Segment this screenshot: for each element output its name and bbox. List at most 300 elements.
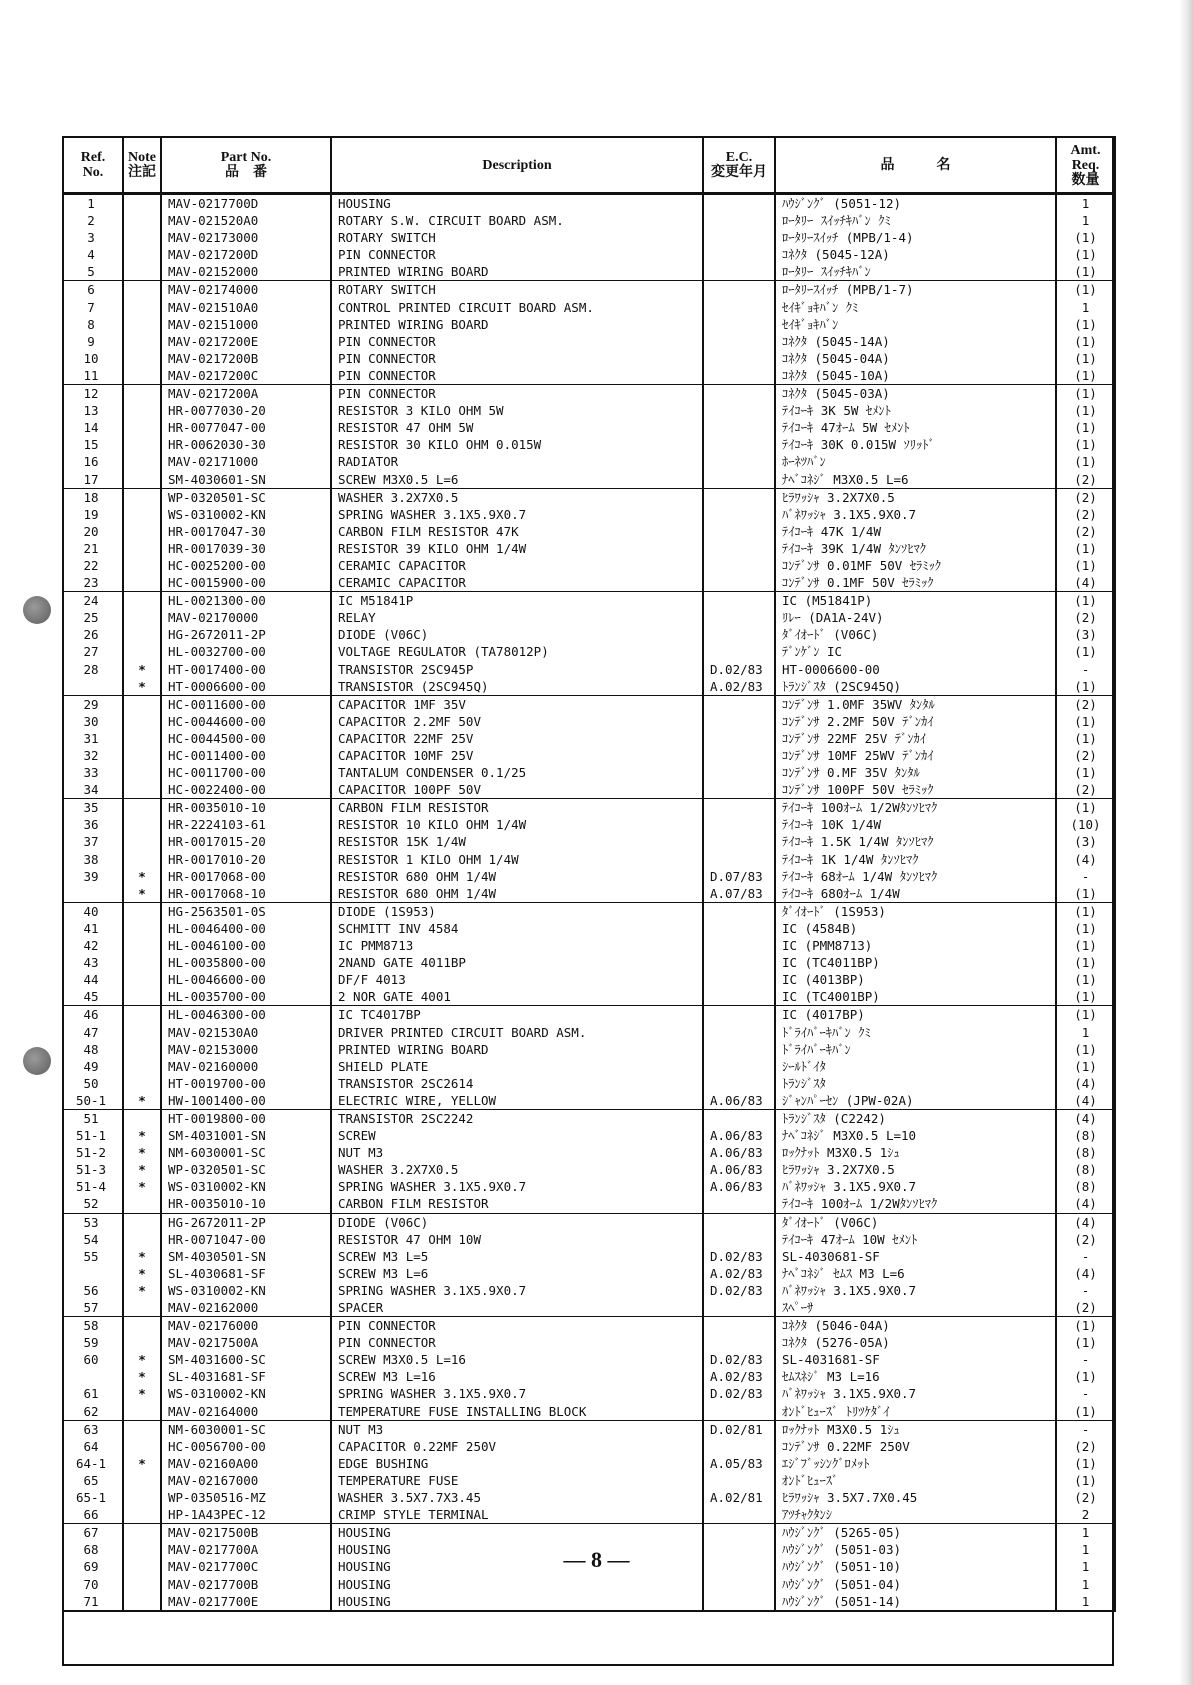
part-no-cell: HR-0017047-30	[161, 523, 331, 540]
part-no-cell: MAV-02171000	[161, 453, 331, 470]
amt-cell: 1	[1056, 1541, 1115, 1558]
description-cell: PIN CONNECTOR	[331, 333, 703, 350]
amt-cell: (1)	[1056, 246, 1115, 263]
ref-cell: 12	[63, 385, 123, 403]
amt-cell: -	[1056, 1248, 1115, 1265]
ref-cell: 36	[63, 816, 123, 833]
amt-cell: (1)	[1056, 229, 1115, 246]
ec-cell: A.02/83	[703, 1265, 775, 1282]
part-no-cell: HC-0011700-00	[161, 764, 331, 781]
hinmei-cell: ﾛｰﾀﾘｰｽｲｯﾁ (MPB/1-7)	[775, 281, 1056, 299]
description-cell: CARBON FILM RESISTOR	[331, 799, 703, 817]
amt-cell: (1)	[1056, 1403, 1115, 1421]
amt-cell: (8)	[1056, 1127, 1115, 1144]
note-cell: *	[123, 885, 161, 903]
ref-cell: 56	[63, 1282, 123, 1299]
hinmei-cell: ﾃｲｺｰｷ 680ｵｰﾑ 1/4W	[775, 885, 1056, 903]
ref-cell: 2	[63, 212, 123, 229]
ref-cell: 59	[63, 1334, 123, 1351]
amt-cell: (4)	[1056, 1075, 1115, 1092]
hinmei-cell: ﾘﾚｰ (DA1A-24V)	[775, 609, 1056, 626]
ref-cell: 58	[63, 1317, 123, 1335]
description-cell: CAPACITOR 100PF 50V	[331, 781, 703, 799]
hinmei-cell: ｾｲｷﾞｮｷﾊﾞﾝ ｸﾐ	[775, 299, 1056, 316]
header-ec-label: E.C.	[725, 150, 753, 165]
amt-cell: (8)	[1056, 1178, 1115, 1195]
description-cell: NUT M3	[331, 1144, 703, 1161]
part-no-cell: MAV-0217700B	[161, 1576, 331, 1593]
part-no-cell: HR-0071047-00	[161, 1231, 331, 1248]
ec-cell: A.06/83	[703, 1092, 775, 1110]
amt-cell: (1)	[1056, 920, 1115, 937]
amt-cell: (2)	[1056, 488, 1115, 506]
ref-cell: 42	[63, 937, 123, 954]
ref-cell: 1	[63, 194, 123, 213]
ref-cell: 44	[63, 971, 123, 988]
part-no-cell: HC-0011600-00	[161, 695, 331, 713]
ref-cell: 48	[63, 1041, 123, 1058]
part-no-cell: WS-0310002-KN	[161, 506, 331, 523]
part-no-cell: HL-0035800-00	[161, 954, 331, 971]
note-cell: *	[123, 1092, 161, 1110]
ref-cell: 64	[63, 1438, 123, 1455]
part-no-cell: MAV-0217700A	[161, 1541, 331, 1558]
part-no-cell: NM-6030001-SC	[161, 1420, 331, 1438]
amt-cell: (2)	[1056, 695, 1115, 713]
hinmei-cell: ﾊｳｼﾞﾝｸﾞ (5051-10)	[775, 1558, 1056, 1575]
amt-cell: (1)	[1056, 937, 1115, 954]
hinmei-cell: ﾋﾗﾜｯｼｬ 3.5X7.7X0.45	[775, 1489, 1056, 1506]
amt-cell: (4)	[1056, 1265, 1115, 1282]
description-cell: CARBON FILM RESISTOR 47K	[331, 523, 703, 540]
part-no-cell: HC-0025200-00	[161, 557, 331, 574]
amt-cell: (1)	[1056, 453, 1115, 470]
hinmei-cell: ﾃｲｺｰｷ 100ｵｰﾑ 1/2Wﾀﾝｿﾋﾏｸ	[775, 799, 1056, 817]
part-no-cell: MAV-02152000	[161, 263, 331, 281]
description-cell: WASHER 3.2X7X0.5	[331, 488, 703, 506]
description-cell: SCHMITT INV 4584	[331, 920, 703, 937]
ref-cell: 51-2	[63, 1144, 123, 1161]
ref-cell: 51	[63, 1109, 123, 1127]
description-cell: HOUSING	[331, 1558, 703, 1575]
part-no-cell: MAV-02151000	[161, 316, 331, 333]
description-cell: ROTARY S.W. CIRCUIT BOARD ASM.	[331, 212, 703, 229]
hinmei-cell: ﾃｲｺｰｷ 100ｵｰﾑ 1/2Wﾀﾝｿﾋﾏｸ	[775, 1195, 1056, 1213]
ref-cell: 50-1	[63, 1092, 123, 1110]
amt-cell: (4)	[1056, 1195, 1115, 1213]
ec-cell: A.06/83	[703, 1178, 775, 1195]
ref-cell: 27	[63, 643, 123, 660]
ref-cell: 17	[63, 471, 123, 489]
ref-cell: 65-1	[63, 1489, 123, 1506]
description-cell: RESISTOR 30 KILO OHM 0.015W	[331, 436, 703, 453]
description-cell: DF/F 4013	[331, 971, 703, 988]
amt-cell: 1	[1056, 1576, 1115, 1593]
note-cell: *	[123, 678, 161, 696]
amt-cell: (1)	[1056, 333, 1115, 350]
part-no-cell: MAV-0217200D	[161, 246, 331, 263]
part-no-cell: MAV-02160000	[161, 1058, 331, 1075]
hinmei-cell: ﾊﾞﾈﾜｯｼｬ 3.1X5.9X0.7	[775, 1178, 1056, 1195]
part-no-cell: MAV-02173000	[161, 229, 331, 246]
description-cell: RESISTOR 1 KILO OHM 1/4W	[331, 851, 703, 868]
part-no-cell: HL-0046600-00	[161, 971, 331, 988]
part-no-cell: MAV-02176000	[161, 1317, 331, 1335]
part-no-cell: HL-0032700-00	[161, 643, 331, 660]
hinmei-cell: ｺﾈｸﾀ (5045-10A)	[775, 367, 1056, 385]
description-cell: PIN CONNECTOR	[331, 350, 703, 367]
hinmei-cell: ﾅﾍﾞｺﾈｼﾞ ｾﾑｽ M3 L=6	[775, 1265, 1056, 1282]
part-no-cell: MAV-0217500B	[161, 1524, 331, 1542]
header-part-no-jp-label: 品 番	[225, 165, 267, 180]
description-cell: NUT M3	[331, 1420, 703, 1438]
part-no-cell: MAV-0217700E	[161, 1593, 331, 1611]
amt-cell: 1	[1056, 299, 1115, 316]
hinmei-cell: ﾄﾞﾗｲﾊﾞｰｷﾊﾞﾝ ｸﾐ	[775, 1024, 1056, 1041]
hinmei-cell: ﾃｲｺｰｷ 47ｵｰﾑ 10W ｾﾒﾝﾄ	[775, 1231, 1056, 1248]
ref-cell: 68	[63, 1541, 123, 1558]
note-cell: *	[123, 661, 161, 678]
ref-cell: 46	[63, 1006, 123, 1024]
description-cell: SPRING WASHER 3.1X5.9X0.7	[331, 1178, 703, 1195]
amt-cell: (2)	[1056, 523, 1115, 540]
part-no-cell: NM-6030001-SC	[161, 1144, 331, 1161]
header-part-no-label: Part No.	[220, 150, 272, 165]
hinmei-cell: ｺﾈｸﾀ (5045-03A)	[775, 385, 1056, 403]
page-number: — 8 —	[563, 1547, 630, 1572]
description-cell: ROTARY SWITCH	[331, 229, 703, 246]
part-no-cell: HG-2563501-0S	[161, 902, 331, 920]
ec-cell: A.06/83	[703, 1161, 775, 1178]
hinmei-cell: SL-4030681-SF	[775, 1248, 1056, 1265]
ref-cell: 22	[63, 557, 123, 574]
part-no-cell: MAV-02164000	[161, 1403, 331, 1421]
part-no-cell: HG-2672011-2P	[161, 626, 331, 643]
ref-cell: 15	[63, 436, 123, 453]
description-cell: PRINTED WIRING BOARD	[331, 316, 703, 333]
amt-cell: (1)	[1056, 419, 1115, 436]
ref-cell: 26	[63, 626, 123, 643]
description-cell: CAPACITOR 1MF 35V	[331, 695, 703, 713]
amt-cell: -	[1056, 1420, 1115, 1438]
hinmei-cell: IC (4017BP)	[775, 1006, 1056, 1024]
ref-cell: 23	[63, 574, 123, 592]
part-no-cell: MAV-021530A0	[161, 1024, 331, 1041]
part-no-cell: HR-0017068-10	[161, 885, 331, 903]
description-cell: HOUSING	[331, 194, 703, 213]
ec-cell: D.02/81	[703, 1420, 775, 1438]
punch-hole-icon	[23, 596, 51, 624]
ref-cell: 8	[63, 316, 123, 333]
note-cell: *	[123, 1127, 161, 1144]
part-no-cell: SM-4031600-SC	[161, 1351, 331, 1368]
amt-cell: (1)	[1056, 540, 1115, 557]
note-cell: *	[123, 1178, 161, 1195]
hinmei-cell: ﾊｳｼﾞﾝｸﾞ (5051-03)	[775, 1541, 1056, 1558]
hinmei-cell: ﾃｲｺｰｷ 39K 1/4W ﾀﾝｿﾋﾏｸ	[775, 540, 1056, 557]
part-no-cell: WS-0310002-KN	[161, 1178, 331, 1195]
ref-cell: 49	[63, 1058, 123, 1075]
hinmei-cell: ﾎｰﾈﾂﾊﾞﾝ	[775, 453, 1056, 470]
hinmei-cell: IC (M51841P)	[775, 592, 1056, 610]
note-cell: *	[123, 1455, 161, 1472]
description-cell: RESISTOR 10 KILO OHM 1/4W	[331, 816, 703, 833]
amt-cell: (1)	[1056, 730, 1115, 747]
part-no-cell: MAV-0217200C	[161, 367, 331, 385]
description-cell: CAPACITOR 2.2MF 50V	[331, 713, 703, 730]
amt-cell: (1)	[1056, 281, 1115, 299]
description-cell: WASHER 3.2X7X0.5	[331, 1161, 703, 1178]
ref-cell: 35	[63, 799, 123, 817]
ec-cell: A.06/83	[703, 1144, 775, 1161]
ref-cell: 55	[63, 1248, 123, 1265]
description-cell: EDGE BUSHING	[331, 1455, 703, 1472]
part-no-cell: SM-4030601-SN	[161, 471, 331, 489]
ref-cell: 57	[63, 1299, 123, 1317]
part-no-cell: HR-0017068-00	[161, 868, 331, 885]
amt-cell: -	[1056, 1385, 1115, 1402]
description-cell: SCREW M3 L=16	[331, 1368, 703, 1385]
amt-cell: (1)	[1056, 643, 1115, 660]
hinmei-cell: ｺﾝﾃﾞﾝｻ 0.1MF 50V ｾﾗﾐｯｸ	[775, 574, 1056, 592]
hinmei-cell: ﾄﾞﾗｲﾊﾞｰｷﾊﾞﾝ	[775, 1041, 1056, 1058]
ref-cell: 63	[63, 1420, 123, 1438]
part-no-cell: MAV-02174000	[161, 281, 331, 299]
description-cell: PIN CONNECTOR	[331, 1334, 703, 1351]
note-cell: *	[123, 1368, 161, 1385]
hinmei-cell: ﾊﾞﾈﾜｯｼｬ 3.1X5.9X0.7	[775, 1385, 1056, 1402]
ref-cell: 60	[63, 1351, 123, 1368]
amt-cell: (1)	[1056, 1334, 1115, 1351]
description-cell: IC TC4017BP	[331, 1006, 703, 1024]
ec-cell: D.02/83	[703, 1282, 775, 1299]
amt-cell: (3)	[1056, 833, 1115, 850]
hinmei-cell: ｱﾂﾁｬｸﾀﾝｼ	[775, 1506, 1056, 1524]
hinmei-cell: IC (TC4001BP)	[775, 988, 1056, 1006]
hinmei-cell: ﾃｲｺｰｷ 3K 5W ｾﾒﾝﾄ	[775, 402, 1056, 419]
part-no-cell: MAV-0217700C	[161, 1558, 331, 1575]
hinmei-cell: ﾋﾗﾜｯｼｬ 3.2X7X0.5	[775, 1161, 1056, 1178]
ref-cell: 4	[63, 246, 123, 263]
ref-cell: 6	[63, 281, 123, 299]
amt-cell: 1	[1056, 1558, 1115, 1575]
note-cell: *	[123, 1265, 161, 1282]
amt-cell: (2)	[1056, 506, 1115, 523]
amt-cell: (4)	[1056, 1213, 1115, 1231]
ref-cell: 43	[63, 954, 123, 971]
part-no-cell: HR-0035010-10	[161, 1195, 331, 1213]
description-cell: DIODE (V06C)	[331, 626, 703, 643]
ec-cell: D.07/83	[703, 868, 775, 885]
description-cell: SCREW M3X0.5 L=6	[331, 471, 703, 489]
part-no-cell: HT-0019800-00	[161, 1109, 331, 1127]
hinmei-cell: ﾃｲｺｰｷ 30K 0.015W ｿﾘｯﾄﾞ	[775, 436, 1056, 453]
description-cell: ROTARY SWITCH	[331, 281, 703, 299]
amt-cell: (1)	[1056, 1317, 1115, 1335]
amt-cell: 1	[1056, 194, 1115, 213]
hinmei-cell: ﾃｲｺｰｷ 68ｵｰﾑ 1/4W ﾀﾝｿﾋﾏｸ	[775, 868, 1056, 885]
note-cell: *	[123, 868, 161, 885]
hinmei-cell: ﾃｲｺｰｷ 1K 1/4W ﾀﾝｿﾋﾏｸ	[775, 851, 1056, 868]
ref-cell: 18	[63, 488, 123, 506]
amt-cell: (1)	[1056, 764, 1115, 781]
part-no-cell: MAV-0217200B	[161, 350, 331, 367]
amt-cell: (1)	[1056, 350, 1115, 367]
part-no-cell: HC-0011400-00	[161, 747, 331, 764]
part-no-cell: SL-4031681-SF	[161, 1368, 331, 1385]
hinmei-cell: ｺﾈｸﾀ (5045-14A)	[775, 333, 1056, 350]
hinmei-cell: ﾃｲｺｰｷ 10K 1/4W	[775, 816, 1056, 833]
ref-cell: 10	[63, 350, 123, 367]
amt-cell: (1)	[1056, 367, 1115, 385]
ref-cell: 34	[63, 781, 123, 799]
hinmei-cell: ｺﾝﾃﾞﾝｻ 22MF 25V ﾃﾞﾝｶｲ	[775, 730, 1056, 747]
hinmei-cell: ﾊｳｼﾞﾝｸﾞ (5051-04)	[775, 1576, 1056, 1593]
amt-cell: -	[1056, 868, 1115, 885]
ec-cell: A.02/83	[703, 678, 775, 696]
part-no-cell: HG-2672011-2P	[161, 1213, 331, 1231]
description-cell: RELAY	[331, 609, 703, 626]
description-cell: IC PMM8713	[331, 937, 703, 954]
amt-cell: (1)	[1056, 954, 1115, 971]
part-no-cell: MAV-0217200A	[161, 385, 331, 403]
header-note-jp-label: 注記	[128, 165, 156, 180]
amt-cell: (2)	[1056, 1231, 1115, 1248]
hinmei-cell: ｺﾝﾃﾞﾝｻ 10MF 25WV ﾃﾞﾝｶｲ	[775, 747, 1056, 764]
amt-cell: 1	[1056, 1024, 1115, 1041]
hinmei-cell: ｺﾝﾃﾞﾝｻ 1.0MF 35WV ﾀﾝﾀﾙ	[775, 695, 1056, 713]
amt-cell: (1)	[1056, 1455, 1115, 1472]
description-cell: TEMPERATURE FUSE INSTALLING BLOCK	[331, 1403, 703, 1421]
hinmei-cell: ｺﾈｸﾀ (5276-05A)	[775, 1334, 1056, 1351]
amt-cell: (1)	[1056, 799, 1115, 817]
description-cell: RESISTOR 39 KILO OHM 1/4W	[331, 540, 703, 557]
part-no-cell: SM-4031001-SN	[161, 1127, 331, 1144]
ref-cell: 61	[63, 1385, 123, 1402]
part-no-cell: MAV-0217200E	[161, 333, 331, 350]
description-cell: RESISTOR 47 OHM 5W	[331, 419, 703, 436]
hinmei-cell: ﾀﾞｲｵｰﾄﾞ (V06C)	[775, 1213, 1056, 1231]
description-cell: CAPACITOR 10MF 25V	[331, 747, 703, 764]
amt-cell: (1)	[1056, 713, 1115, 730]
part-no-cell: HL-0021300-00	[161, 592, 331, 610]
hinmei-cell: ﾛｰﾀﾘｰｽｲｯﾁ (MPB/1-4)	[775, 229, 1056, 246]
description-cell: TEMPERATURE FUSE	[331, 1472, 703, 1489]
ec-cell: A.02/83	[703, 1368, 775, 1385]
ref-cell: 70	[63, 1576, 123, 1593]
description-cell: CERAMIC CAPACITOR	[331, 557, 703, 574]
ref-cell: 3	[63, 229, 123, 246]
amt-cell: (2)	[1056, 609, 1115, 626]
amt-cell: -	[1056, 1282, 1115, 1299]
amt-cell: (1)	[1056, 1472, 1115, 1489]
ref-cell: 64-1	[63, 1455, 123, 1472]
hinmei-cell: ﾃｲｺｰｷ 47ｵｰﾑ 5W ｾﾒﾝﾄ	[775, 419, 1056, 436]
amt-cell: (1)	[1056, 1058, 1115, 1075]
header-amt-label: Amt.	[1070, 142, 1101, 158]
ref-cell: 20	[63, 523, 123, 540]
ref-cell: 40	[63, 902, 123, 920]
description-cell: 2NAND GATE 4011BP	[331, 954, 703, 971]
part-no-cell: HT-0019700-00	[161, 1075, 331, 1092]
ec-cell: A.07/83	[703, 885, 775, 903]
description-cell: PRINTED WIRING BOARD	[331, 1041, 703, 1058]
hinmei-cell: ｺﾝﾃﾞﾝｻ 0.01MF 50V ｾﾗﾐｯｸ	[775, 557, 1056, 574]
hinmei-cell: IC (TC4011BP)	[775, 954, 1056, 971]
amt-cell: (1)	[1056, 971, 1115, 988]
ref-cell: 54	[63, 1231, 123, 1248]
part-no-cell: HR-0077030-20	[161, 402, 331, 419]
hinmei-cell: ｼｰﾙﾄﾞｲﾀ	[775, 1058, 1056, 1075]
amt-cell: (2)	[1056, 1489, 1115, 1506]
note-cell: *	[123, 1144, 161, 1161]
hinmei-cell: IC (PMM8713)	[775, 937, 1056, 954]
ref-cell: 53	[63, 1213, 123, 1231]
part-no-cell: HR-0062030-30	[161, 436, 331, 453]
description-cell: TRANSISTOR 2SC945P	[331, 661, 703, 678]
ref-cell: 29	[63, 695, 123, 713]
hinmei-cell: IC (4013BP)	[775, 971, 1056, 988]
ec-cell: D.02/83	[703, 1385, 775, 1402]
description-cell: SPRING WASHER 3.1X5.9X0.7	[331, 1385, 703, 1402]
amt-cell: (2)	[1056, 747, 1115, 764]
hinmei-cell: ｽﾍﾟｰｻ	[775, 1299, 1056, 1317]
part-no-cell: HR-0077047-00	[161, 419, 331, 436]
hinmei-cell: ﾅﾍﾞｺﾈｼﾞ M3X0.5 L=6	[775, 471, 1056, 489]
ref-cell: 21	[63, 540, 123, 557]
amt-cell: (1)	[1056, 885, 1115, 903]
amt-cell: (2)	[1056, 781, 1115, 799]
amt-cell: 2	[1056, 1506, 1115, 1524]
hinmei-cell: ｺﾝﾃﾞﾝｻ 2.2MF 50V ﾃﾞﾝｶｲ	[775, 713, 1056, 730]
description-cell: RADIATOR	[331, 453, 703, 470]
description-cell: SPRING WASHER 3.1X5.9X0.7	[331, 1282, 703, 1299]
ref-cell: 69	[63, 1558, 123, 1575]
punch-hole-icon	[23, 1047, 51, 1075]
note-cell: *	[123, 1248, 161, 1265]
part-no-cell: MAV-021520A0	[161, 212, 331, 229]
amt-cell: (4)	[1056, 574, 1115, 592]
description-cell: CARBON FILM RESISTOR	[331, 1195, 703, 1213]
description-cell: IC M51841P	[331, 592, 703, 610]
hinmei-cell: ｺﾝﾃﾞﾝｻ 0.MF 35V ﾀﾝﾀﾙ	[775, 764, 1056, 781]
description-cell: RESISTOR 680 OHM 1/4W	[331, 868, 703, 885]
hinmei-cell: ﾛｰﾀﾘｰ ｽｲｯﾁｷﾊﾞﾝ	[775, 263, 1056, 281]
ref-cell: 9	[63, 333, 123, 350]
description-cell: HOUSING	[331, 1524, 703, 1542]
amt-cell: (1)	[1056, 1368, 1115, 1385]
part-no-cell: WP-0350516-MZ	[161, 1489, 331, 1506]
hinmei-cell: ｺﾝﾃﾞﾝｻ 0.22MF 250V	[775, 1438, 1056, 1455]
ref-cell: 30	[63, 713, 123, 730]
hinmei-cell: ﾄﾗﾝｼﾞｽﾀ (2SC945Q)	[775, 678, 1056, 696]
description-cell: SHIELD PLATE	[331, 1058, 703, 1075]
ref-cell: 11	[63, 367, 123, 385]
description-cell: DRIVER PRINTED CIRCUIT BOARD ASM.	[331, 1024, 703, 1041]
description-cell: VOLTAGE REGULATOR (TA78012P)	[331, 643, 703, 660]
hinmei-cell: ｵﾝﾄﾞﾋｭｰｽﾞ	[775, 1472, 1056, 1489]
amt-cell: 1	[1056, 1593, 1115, 1611]
description-cell: RESISTOR 3 KILO OHM 5W	[331, 402, 703, 419]
ref-cell: 51-3	[63, 1161, 123, 1178]
amt-cell: (1)	[1056, 1041, 1115, 1058]
part-no-cell: MAV-0217500A	[161, 1334, 331, 1351]
part-no-cell: MAV-02162000	[161, 1299, 331, 1317]
amt-cell: (2)	[1056, 471, 1115, 489]
note-cell: *	[123, 1351, 161, 1368]
header-ec-jp-label: 変更年月	[711, 165, 767, 180]
hinmei-cell: ｾﾑｽﾈｼﾞ M3 L=16	[775, 1368, 1056, 1385]
